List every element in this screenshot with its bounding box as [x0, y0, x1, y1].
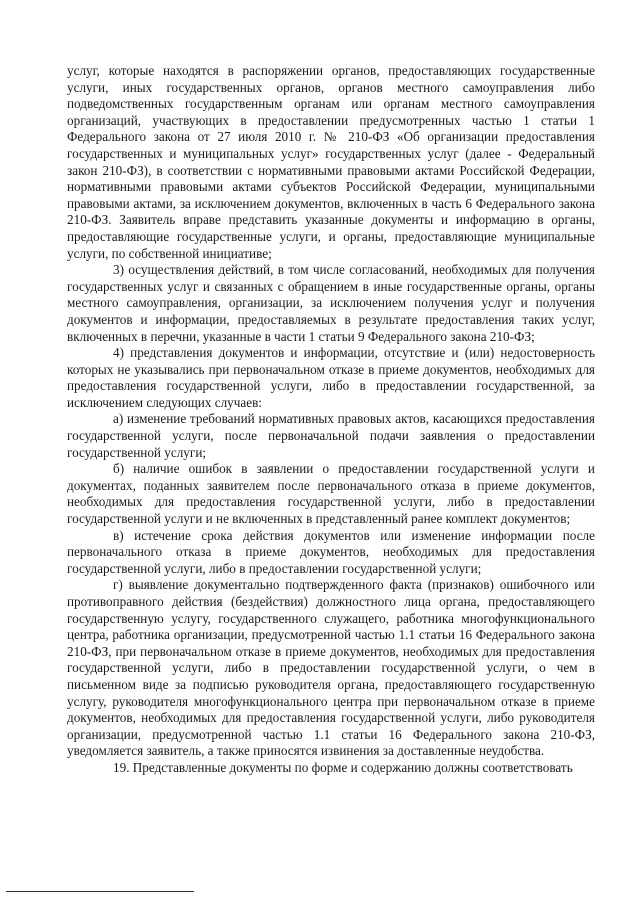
paragraph-item-19: 19. Представленные документы по форме и содержанию должны соответствовать: [113, 759, 573, 775]
footnote-divider: [6, 891, 194, 892]
paragraph-subitem-a: а) изменение требований нормативных правовых актов, касающихся предоставления государственной услуги, после первоначальной подачи заявления о предоставлении государственной услуги;: [67, 411, 595, 460]
paragraph-continuation: услуг, которые находятся в распоряжении органов, предоставляющих государственные услуги, иных государственных органов, органов местного самоуправления либо подведомственных государственным органам или органам местного самоуправления организаций, участвующих в предоставлении предусмотренных частью 1 статьи 1 Федерального закона от 27 июля 2010 г. № 210-ФЗ «Об организации предоставления государственных и муниципальных услуг» государственных услуг (далее - Федеральный закон 210-ФЗ), в соответствии с нормативными правовыми актами Российской Федерации, нормативными правовыми актами субъектов Российской Федерации, муниципальными правовыми актами, за исключением документов, включенных в часть 6 Федерального закона 210-ФЗ. Заявитель вправе представить указанные документы и информацию в органы, предоставляющие государственные услуги, и органы, предоставляющие муниципальные услуги, по собственной инициативе;: [67, 63, 595, 261]
paragraph-subitem-b: б) наличие ошибок в заявлении о предоставлении государственной услуги и документах, поданных заявителем после первоначального отказа в приеме документов, необходимых для предоставления государственной услуги, либо в предоставлении государственной услуги и не включенных в представленный ранее комплект документов;: [67, 461, 595, 527]
document-body: [67, 63, 595, 777]
paragraph-subitem-v: в) истечение срока действия документов или изменение информации после первоначального отказа в приеме документов, необходимых для предоставления государственной услуги, либо в предоставлении государственной услуги;: [67, 527, 595, 576]
paragraph-item-3: 3) осуществления действий, в том числе согласований, необходимых для получения государственных услуг и связанных с обращением в иные государственные органы, органы местного самоуправления, организации, за исключением получения услуг и получения документов и информации, предоставляемых в результате предоставления таких услуг, включенных в перечни, указанные в части 1 статьи 9 Федерального закона 210-ФЗ;: [67, 262, 595, 344]
paragraph-subitem-g: г) выявление документально подтвержденного факта (признаков) ошибочного или противоправного действия (бездействия) должностного лица органа, предоставляющего государственную услугу, государственного служащего, работника многофункционального центра, работника организации, предусмотренной частью 1.1 статьи 16 Федерального закона 210-ФЗ, при первоначальном отказе в приеме документов, необходимых для предоставления государственной услуги, либо в предоставлении государственной услуги, о чем в письменном виде за подписью руководителя органа, предоставляющего государственную услугу, руководителя многофункционального центра при первоначальном отказе в приеме документов, необходимых для предоставления государственной услуги, либо руководителя организации, предусмотренной частью 1.1 статьи 16 Федерального закона 210-ФЗ, уведомляется заявитель, а также приносятся извинения за доставленные неудобства.: [67, 577, 595, 759]
paragraph-item-4: 4) представления документов и информации, отсутствие и (или) недостоверность которых не указывались при первоначальном отказе в приеме документов, необходимых для предоставления государственной услуги, либо в предоставлении государственной, за исключением следующих случаев:: [67, 345, 595, 410]
